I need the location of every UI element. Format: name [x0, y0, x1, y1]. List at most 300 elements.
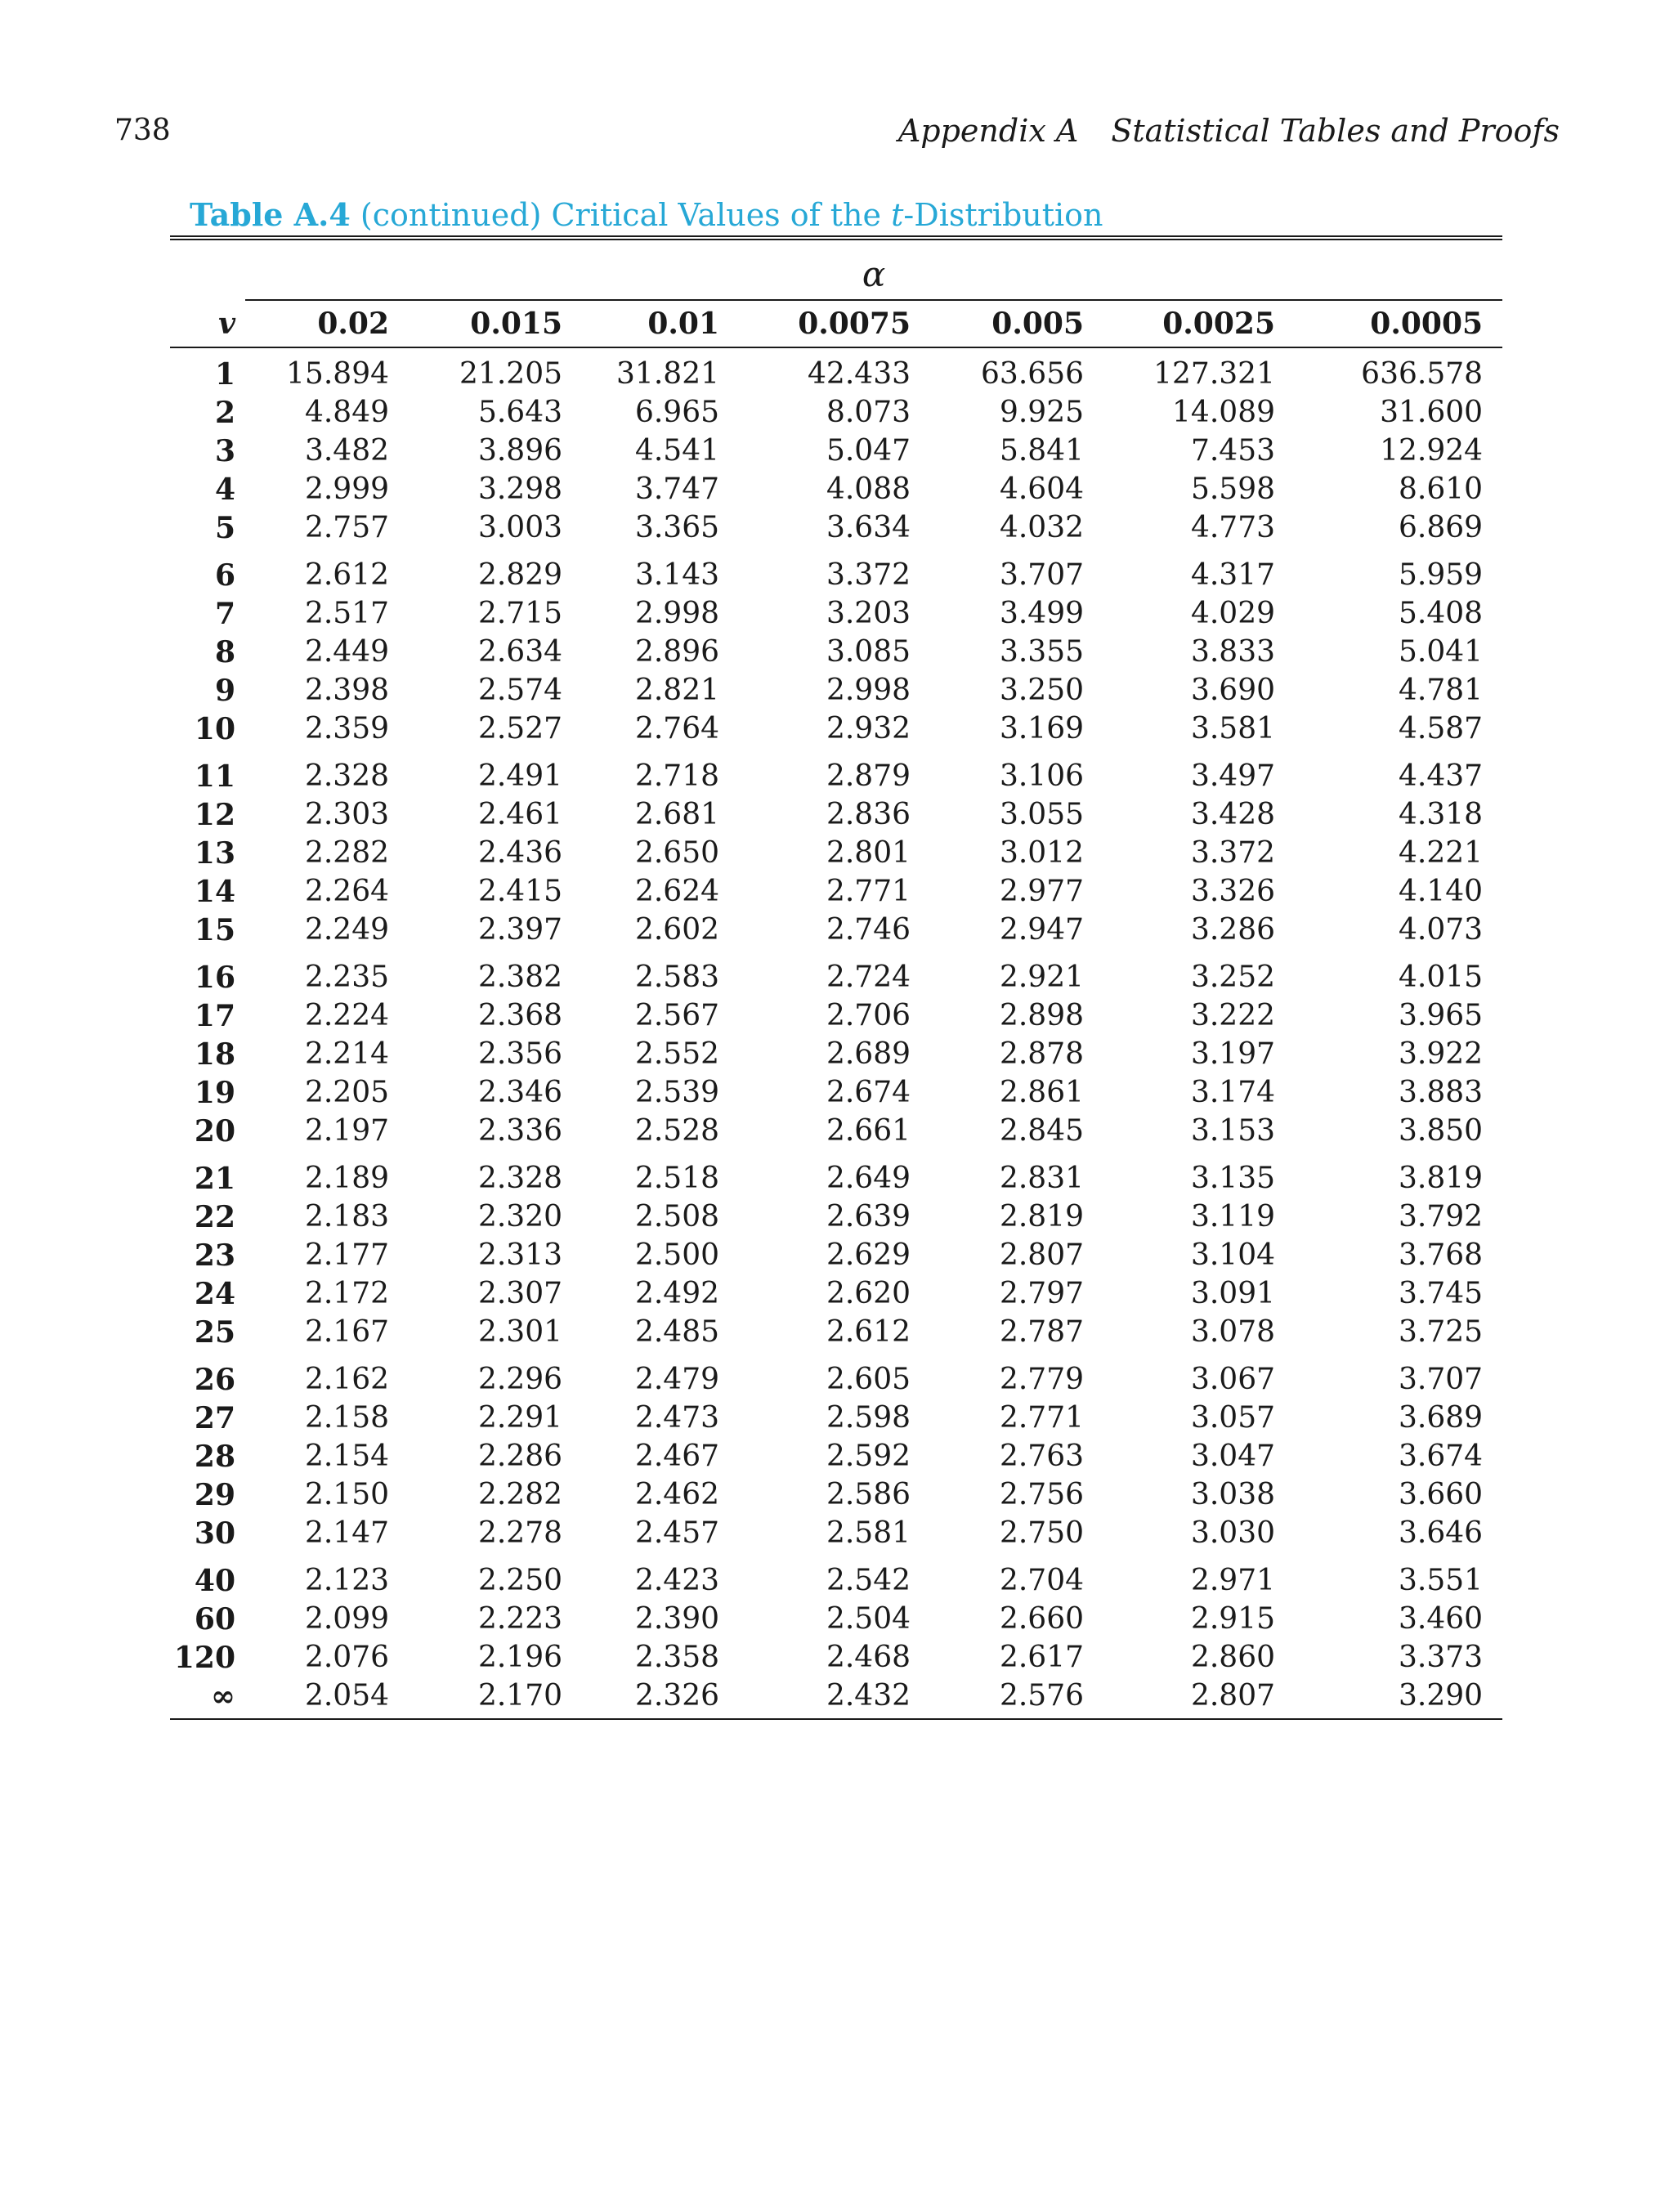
value-cell: 2.303	[304, 798, 389, 831]
value-cell: 3.768	[1398, 1238, 1484, 1272]
value-cell: 2.624	[634, 875, 719, 908]
value-cell: 5.598	[1190, 472, 1275, 506]
value-cell: 2.581	[826, 1516, 911, 1550]
value-cell: 2.998	[826, 674, 911, 707]
column-header: 0.0075	[739, 300, 930, 347]
v-cell: 29	[194, 1477, 235, 1512]
value-cell: 8.073	[826, 396, 911, 429]
value-cell: 2.797	[999, 1277, 1084, 1310]
v-cell: 6	[214, 557, 235, 593]
v-cell: 10	[194, 711, 235, 746]
value-cell: 2.592	[826, 1440, 911, 1473]
value-cell: 3.047	[1190, 1440, 1275, 1473]
value-cell: 2.539	[634, 1076, 719, 1109]
v-cell: 8	[214, 634, 235, 669]
table-caption	[190, 196, 1103, 234]
value-cell: 3.290	[1295, 1677, 1502, 1719]
v-cell: 1	[214, 356, 235, 392]
value-cell: 5.041	[1398, 635, 1484, 669]
value-cell: 3.250	[999, 674, 1084, 707]
value-cell: 3.833	[1190, 635, 1275, 669]
value-cell: 2.542	[826, 1564, 911, 1597]
value-cell: 2.172	[304, 1277, 389, 1310]
v-cell: 7	[214, 596, 235, 631]
value-cell: 2.147	[304, 1516, 389, 1550]
value-cell: 2.999	[304, 472, 389, 506]
value-cell: 3.203	[826, 597, 911, 630]
value-cell: 2.296	[477, 1363, 562, 1396]
v-cell: 40	[194, 1563, 235, 1598]
table-row	[170, 432, 1502, 470]
value-cell: 63.656	[981, 357, 1084, 391]
value-cell: 3.819	[1398, 1162, 1484, 1195]
value-cell: 2.552	[634, 1037, 719, 1071]
v-cell: 18	[194, 1037, 235, 1072]
value-cell: 2.382	[477, 960, 562, 994]
value-cell: 2.099	[304, 1602, 389, 1636]
column-header: 0.01	[582, 300, 739, 347]
v-cell: 19	[194, 1075, 235, 1110]
value-cell: 2.787	[999, 1315, 1084, 1349]
table-row	[170, 470, 1502, 508]
table-row	[170, 1514, 1502, 1552]
table-row	[170, 872, 1502, 911]
value-cell: 3.326	[1190, 875, 1275, 908]
v-cell: 13	[194, 835, 235, 871]
value-cell: 2.574	[477, 674, 562, 707]
value-cell: 2.205	[304, 1076, 389, 1109]
value-cell: 2.492	[634, 1277, 719, 1310]
value-cell: 2.183	[304, 1200, 389, 1234]
value-cell: 2.831	[999, 1162, 1084, 1195]
table-row	[170, 1437, 1502, 1475]
table-row	[170, 1638, 1502, 1677]
value-cell: 2.583	[634, 960, 719, 994]
value-cell: 2.801	[826, 836, 911, 870]
value-cell: 6.869	[1398, 511, 1484, 544]
v-cell: ∞	[170, 1677, 245, 1719]
value-cell: 2.998	[634, 597, 719, 630]
table-row	[170, 1313, 1502, 1351]
value-cell: 3.551	[1398, 1564, 1484, 1597]
value-cell: 2.612	[304, 558, 389, 592]
column-header: 0.015	[409, 300, 582, 347]
value-cell: 3.646	[1398, 1516, 1484, 1550]
value-cell: 3.896	[477, 434, 562, 468]
value-cell: 4.088	[826, 472, 911, 506]
value-cell: 2.235	[304, 960, 389, 994]
value-cell: 127.321	[1153, 357, 1275, 391]
value-cell: 2.264	[304, 875, 389, 908]
value-cell: 4.317	[1190, 558, 1275, 592]
value-cell: 3.372	[1190, 836, 1275, 870]
value-cell: 2.479	[634, 1363, 719, 1396]
table-row	[170, 347, 1502, 393]
value-cell: 2.576	[930, 1677, 1103, 1719]
value-cell: 2.432	[739, 1677, 930, 1719]
value-cell: 2.718	[634, 759, 719, 793]
value-cell: 2.326	[582, 1677, 739, 1719]
running-head	[898, 113, 1560, 149]
value-cell: 2.356	[477, 1037, 562, 1071]
value-cell: 3.286	[1190, 913, 1275, 947]
value-cell: 2.054	[245, 1677, 409, 1719]
value-cell: 2.457	[634, 1516, 719, 1550]
value-cell: 2.807	[999, 1238, 1084, 1272]
value-cell: 2.598	[826, 1401, 911, 1435]
table-row	[170, 834, 1502, 872]
value-cell: 2.504	[826, 1602, 911, 1636]
v-cell: 22	[194, 1199, 235, 1234]
table-row	[170, 633, 1502, 671]
table-row	[170, 1274, 1502, 1313]
value-cell: 2.170	[409, 1677, 582, 1719]
value-cell: 2.660	[999, 1602, 1084, 1636]
value-cell: 2.224	[304, 999, 389, 1032]
value-cell: 3.689	[1398, 1401, 1484, 1435]
column-header: 0.02	[245, 300, 409, 347]
value-cell: 2.602	[634, 913, 719, 947]
value-cell: 2.177	[304, 1238, 389, 1272]
v-cell: 30	[194, 1516, 235, 1551]
v-cell: 16	[194, 960, 235, 995]
value-cell: 5.408	[1398, 597, 1484, 630]
value-cell: 2.612	[826, 1315, 911, 1349]
value-cell: 2.423	[634, 1564, 719, 1597]
column-header: 0.0005	[1295, 300, 1502, 347]
table-row	[170, 1600, 1502, 1638]
value-cell: 2.845	[999, 1114, 1084, 1148]
table-row	[170, 1112, 1502, 1150]
value-cell: 2.947	[999, 913, 1084, 947]
table-row	[170, 748, 1502, 795]
value-cell: 3.067	[1190, 1363, 1275, 1396]
value-cell: 2.807	[1103, 1677, 1295, 1719]
v-cell: 27	[194, 1400, 235, 1435]
v-cell: 20	[194, 1113, 235, 1149]
value-cell: 2.567	[634, 999, 719, 1032]
value-cell: 4.587	[1398, 712, 1484, 746]
value-cell: 2.650	[634, 836, 719, 870]
v-cell: 5	[214, 510, 235, 545]
v-cell: 24	[194, 1276, 235, 1311]
value-cell: 2.706	[826, 999, 911, 1032]
value-cell: 2.634	[477, 635, 562, 669]
v-cell: 11	[194, 759, 235, 794]
value-cell: 3.660	[1398, 1478, 1484, 1511]
value-cell: 3.174	[1190, 1076, 1275, 1109]
value-cell: 2.189	[304, 1162, 389, 1195]
column-header: 0.0025	[1103, 300, 1295, 347]
value-cell: 3.298	[477, 472, 562, 506]
value-cell: 2.358	[634, 1641, 719, 1674]
value-cell: 42.433	[808, 357, 911, 391]
value-cell: 2.158	[304, 1401, 389, 1435]
v-cell: 4	[214, 472, 235, 507]
table-row	[170, 1475, 1502, 1514]
value-cell: 2.861	[999, 1076, 1084, 1109]
value-cell: 2.620	[826, 1277, 911, 1310]
value-cell: 2.320	[477, 1200, 562, 1234]
value-cell: 636.578	[1361, 357, 1484, 391]
value-cell: 3.057	[1190, 1401, 1275, 1435]
value-cell: 2.649	[826, 1162, 911, 1195]
running-head-part: Appendix A	[897, 113, 1079, 149]
value-cell: 3.055	[999, 798, 1084, 831]
running-head-title: Statistical Tables and Proofs	[1111, 113, 1560, 149]
value-cell: 3.169	[999, 712, 1084, 746]
alpha-header-row	[170, 238, 1502, 300]
value-cell: 2.359	[304, 712, 389, 746]
value-cell: 2.756	[999, 1478, 1084, 1511]
value-cell: 3.355	[999, 635, 1084, 669]
value-cell: 2.282	[304, 836, 389, 870]
value-cell: 2.461	[477, 798, 562, 831]
value-cell: 2.932	[826, 712, 911, 746]
value-cell: 2.746	[826, 913, 911, 947]
value-cell: 2.605	[826, 1363, 911, 1396]
value-cell: 2.214	[304, 1037, 389, 1071]
value-cell: 3.745	[1398, 1277, 1484, 1310]
value-cell: 3.922	[1398, 1037, 1484, 1071]
value-cell: 2.915	[1190, 1602, 1275, 1636]
page-number: 738	[114, 114, 171, 147]
column-header-row	[170, 300, 1502, 347]
value-cell: 3.747	[634, 472, 719, 506]
value-cell: 2.197	[304, 1114, 389, 1148]
value-cell: 3.365	[634, 511, 719, 544]
value-cell: 2.250	[477, 1564, 562, 1597]
value-cell: 2.491	[477, 759, 562, 793]
alpha-symbol: α	[245, 238, 1502, 300]
value-cell: 2.639	[826, 1200, 911, 1234]
value-cell: 4.073	[1398, 913, 1484, 947]
value-cell: 3.085	[826, 635, 911, 669]
value-cell: 3.634	[826, 511, 911, 544]
value-cell: 2.307	[477, 1277, 562, 1310]
v-cell: 9	[214, 673, 235, 708]
value-cell: 3.106	[999, 759, 1084, 793]
value-cell: 3.460	[1398, 1602, 1484, 1636]
value-cell: 21.205	[459, 357, 562, 391]
value-cell: 4.437	[1398, 759, 1484, 793]
value-cell: 2.681	[634, 798, 719, 831]
value-cell: 2.436	[477, 836, 562, 870]
value-cell: 2.473	[634, 1401, 719, 1435]
value-cell: 9.925	[999, 396, 1084, 429]
value-cell: 2.500	[634, 1238, 719, 1272]
value-cell: 2.898	[999, 999, 1084, 1032]
value-cell: 2.162	[304, 1363, 389, 1396]
value-cell: 3.482	[304, 434, 389, 468]
value-cell: 2.123	[304, 1564, 389, 1597]
value-cell: 2.278	[477, 1516, 562, 1550]
value-cell: 2.977	[999, 875, 1084, 908]
value-cell: 2.336	[477, 1114, 562, 1148]
v-cell: 12	[194, 797, 235, 832]
value-cell: 2.449	[304, 635, 389, 669]
value-cell: 3.143	[634, 558, 719, 592]
value-cell: 3.119	[1190, 1200, 1275, 1234]
table-row	[170, 1073, 1502, 1112]
value-cell: 2.328	[477, 1162, 562, 1195]
value-cell: 3.883	[1398, 1076, 1484, 1109]
value-cell: 4.032	[999, 511, 1084, 544]
value-cell: 2.860	[1190, 1641, 1275, 1674]
value-cell: 2.829	[477, 558, 562, 592]
value-cell: 3.030	[1190, 1516, 1275, 1550]
value-cell: 2.896	[634, 635, 719, 669]
value-cell: 2.586	[826, 1478, 911, 1511]
value-cell: 2.715	[477, 597, 562, 630]
value-cell: 2.921	[999, 960, 1084, 994]
value-cell: 2.286	[477, 1440, 562, 1473]
value-cell: 2.704	[999, 1564, 1084, 1597]
table-row	[170, 1399, 1502, 1437]
value-cell: 2.764	[634, 712, 719, 746]
value-cell: 2.763	[999, 1440, 1084, 1473]
value-cell: 3.153	[1190, 1114, 1275, 1148]
value-cell: 5.643	[477, 396, 562, 429]
value-cell: 15.894	[286, 357, 389, 391]
value-cell: 2.517	[304, 597, 389, 630]
value-cell: 2.485	[634, 1315, 719, 1349]
value-cell: 2.346	[477, 1076, 562, 1109]
column-header: 0.005	[930, 300, 1103, 347]
value-cell: 2.757	[304, 511, 389, 544]
value-cell: 4.781	[1398, 674, 1484, 707]
value-cell: 3.252	[1190, 960, 1275, 994]
v-cell: 25	[194, 1314, 235, 1350]
value-cell: 2.301	[477, 1315, 562, 1349]
value-cell: 2.779	[999, 1363, 1084, 1396]
value-cell: 2.750	[999, 1516, 1084, 1550]
value-cell: 2.836	[826, 798, 911, 831]
value-cell: 2.771	[826, 875, 911, 908]
value-cell: 3.674	[1398, 1440, 1484, 1473]
value-cell: 3.428	[1190, 798, 1275, 831]
value-cell: 3.003	[477, 511, 562, 544]
value-cell: 3.725	[1398, 1315, 1484, 1349]
table-row	[170, 594, 1502, 633]
value-cell: 4.318	[1398, 798, 1484, 831]
value-cell: 2.313	[477, 1238, 562, 1272]
value-cell: 2.689	[826, 1037, 911, 1071]
table-row	[170, 1677, 1502, 1719]
value-cell: 8.610	[1398, 472, 1484, 506]
v-cell: 21	[194, 1161, 235, 1196]
value-cell: 4.221	[1398, 836, 1484, 870]
table-caption-label: Table A.4	[190, 196, 351, 233]
value-cell: 2.249	[304, 913, 389, 947]
value-cell: 2.150	[304, 1478, 389, 1511]
value-cell: 2.629	[826, 1238, 911, 1272]
value-cell: 2.398	[304, 674, 389, 707]
table-caption-t-var: t	[891, 197, 904, 233]
table-body	[170, 347, 1502, 1719]
value-cell: 4.015	[1398, 960, 1484, 994]
value-cell: 2.527	[477, 712, 562, 746]
value-cell: 2.196	[477, 1641, 562, 1674]
value-cell: 4.140	[1398, 875, 1484, 908]
value-cell: 5.959	[1398, 558, 1484, 592]
value-cell: 3.792	[1398, 1200, 1484, 1234]
table-row	[170, 1351, 1502, 1399]
value-cell: 12.924	[1380, 434, 1484, 468]
value-cell: 3.078	[1190, 1315, 1275, 1349]
value-cell: 3.012	[999, 836, 1084, 870]
v-cell: 17	[194, 998, 235, 1033]
value-cell: 3.197	[1190, 1037, 1275, 1071]
table-row	[170, 996, 1502, 1035]
value-cell: 2.508	[634, 1200, 719, 1234]
value-cell: 3.091	[1190, 1277, 1275, 1310]
v-cell: 26	[194, 1362, 235, 1397]
table-row	[170, 949, 1502, 996]
v-cell: 28	[194, 1439, 235, 1474]
table-row	[170, 1198, 1502, 1236]
value-cell: 2.879	[826, 759, 911, 793]
value-cell: 2.819	[999, 1200, 1084, 1234]
value-cell: 3.499	[999, 597, 1084, 630]
value-cell: 2.674	[826, 1076, 911, 1109]
v-column-header: v	[170, 300, 245, 347]
value-cell: 2.154	[304, 1440, 389, 1473]
value-cell: 3.135	[1190, 1162, 1275, 1195]
value-cell: 14.089	[1172, 396, 1275, 429]
value-cell: 4.541	[634, 434, 719, 468]
value-cell: 2.368	[477, 999, 562, 1032]
table-row	[170, 795, 1502, 834]
v-cell: 120	[173, 1640, 235, 1675]
value-cell: 2.518	[634, 1162, 719, 1195]
table-caption-post: -Distribution	[903, 197, 1103, 233]
table-row	[170, 710, 1502, 748]
t-distribution-table	[170, 235, 1502, 1720]
value-cell: 3.372	[826, 558, 911, 592]
value-cell: 2.878	[999, 1037, 1084, 1071]
v-cell: 14	[194, 874, 235, 909]
value-cell: 2.462	[634, 1478, 719, 1511]
v-cell: 60	[194, 1601, 235, 1637]
value-cell: 4.849	[304, 396, 389, 429]
value-cell: 2.467	[634, 1440, 719, 1473]
value-cell: 4.029	[1190, 597, 1275, 630]
value-cell: 3.104	[1190, 1238, 1275, 1272]
value-cell: 2.528	[634, 1114, 719, 1148]
value-cell: 3.965	[1398, 999, 1484, 1032]
value-cell: 7.453	[1190, 434, 1275, 468]
value-cell: 2.223	[477, 1602, 562, 1636]
table-row	[170, 393, 1502, 432]
v-cell: 23	[194, 1238, 235, 1273]
value-cell: 2.167	[304, 1315, 389, 1349]
value-cell: 3.373	[1398, 1641, 1484, 1674]
table-row	[170, 1552, 1502, 1600]
value-cell: 3.497	[1190, 759, 1275, 793]
table-row	[170, 1035, 1502, 1073]
value-cell: 3.222	[1190, 999, 1275, 1032]
table-row	[170, 508, 1502, 547]
value-cell: 4.604	[999, 472, 1084, 506]
value-cell: 2.076	[304, 1641, 389, 1674]
value-cell: 6.965	[634, 396, 719, 429]
value-cell: 2.397	[477, 913, 562, 947]
v-cell: 15	[194, 912, 235, 947]
table-row	[170, 911, 1502, 949]
table-caption-pre: (continued) Critical Values of the	[360, 197, 892, 233]
value-cell: 3.038	[1190, 1478, 1275, 1511]
